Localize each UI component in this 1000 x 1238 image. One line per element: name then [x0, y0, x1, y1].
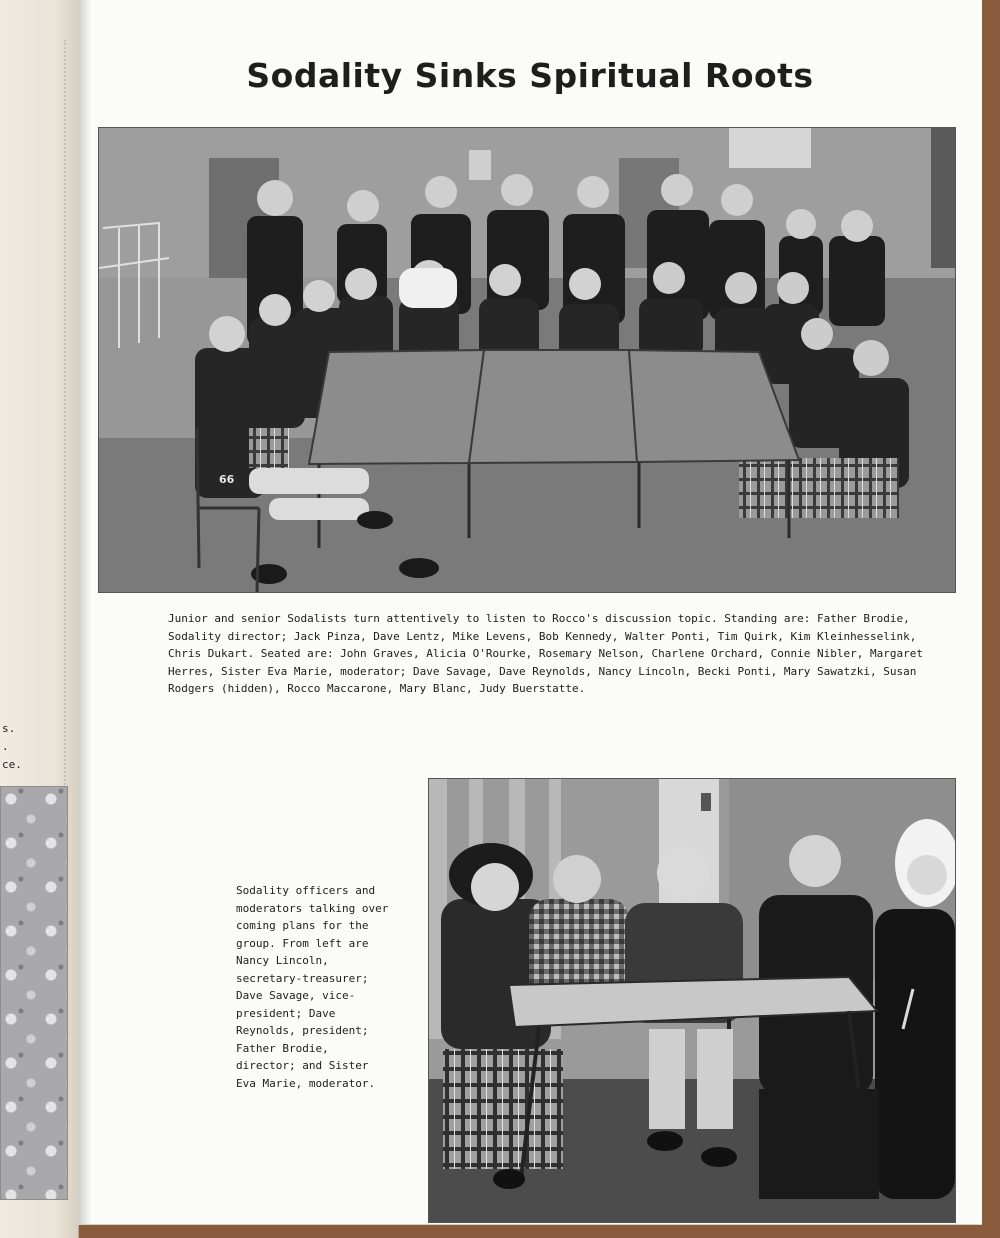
spine-shadow — [78, 0, 92, 1224]
officers-photo-caption: Sodality officers and moderators talking over coming plans for the group. From left are Nancy Lincoln, secretary-treasurer; Dave Savage, vice-president; Dave Reynolds, president; Father Brodie, director; and Sister Eva Marie, moderator. — [236, 884, 389, 1090]
facing-page-photo-wallpaper — [0, 786, 68, 1200]
facing-page-text-fragment: ce. — [2, 758, 22, 771]
officers-photo — [428, 778, 956, 1223]
officers-photo-illustration — [429, 779, 955, 1222]
officer-sister-eva-marie — [875, 909, 955, 1199]
group-photo-caption: Junior and senior Sodalists turn attentively to listen to Rocco's discussion topic. Standing are: Father Brodie, Sodality director; Jack Pinza, Dave Lentz, Mike Levens, Bob Kennedy, Walter Ponti, Tim Quirk, Kim Kleinhesselink, Chris Dukart. Seated are: John Graves, Alicia O'Rourke, Rosemary Nelson, Charlene Orchard, Connie Nibler, Margaret Herres, Sister Eva Marie, moderator; Dave Savage, Dave Reynolds, Nancy Lincoln, Becki Ponti, Mary Sawatzki, Susan Rodgers (hidden), Rocco Maccarone, Mary Blanc, Judy Buerstatte. — [168, 612, 923, 695]
facing-page-edge — [0, 0, 79, 1238]
facing-page-text-fragment: s. — [2, 722, 16, 735]
jacket-number-66: 66 — [219, 473, 235, 486]
facing-page-text-fragment: . — [2, 740, 9, 753]
group-photo-illustration — [99, 128, 955, 592]
page-title: Sodality Sinks Spiritual Roots — [246, 56, 814, 95]
yearbook-page — [78, 0, 982, 1225]
group-photo — [98, 127, 956, 593]
